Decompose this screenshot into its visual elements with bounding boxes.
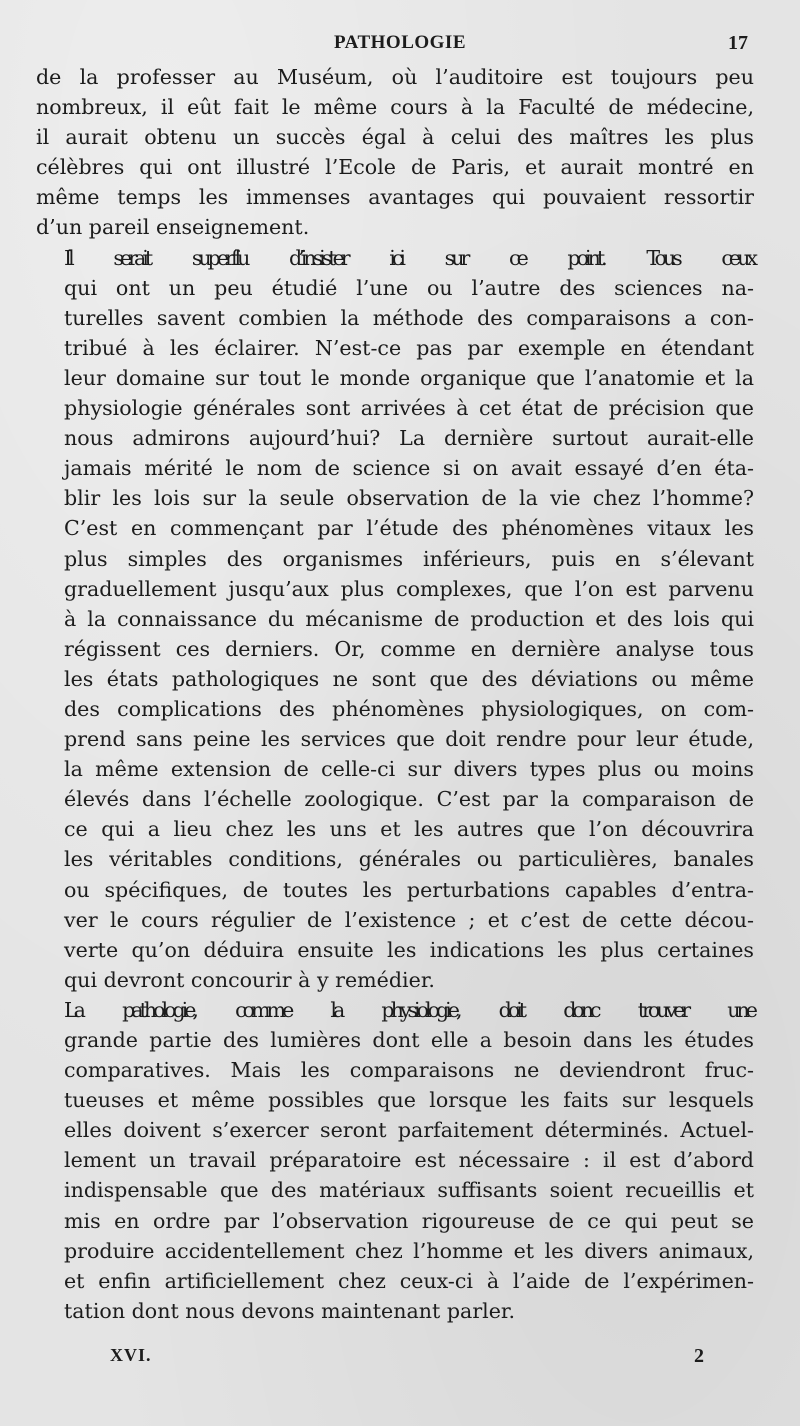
text-line: à la connaissance du mécanisme de production et des lois qui — [64, 606, 754, 631]
text-line: qui ont un peu étudié l’une ou l’autre des sciences na- — [64, 275, 754, 300]
text-line: ver le cours régulier de l’existence ; et c’est de cette décou- — [64, 907, 754, 932]
running-head — [0, 32, 800, 58]
text-line: blir les lois sur la seule observation de la vie chez l’homme? — [64, 486, 754, 511]
text-line: leur domaine sur tout le monde organique que l’anatomie et la — [64, 365, 754, 390]
text-line: grande partie des lumières dont elle a besoin dans les études — [64, 1028, 754, 1052]
running-title: PATHOLOGIE — [333, 32, 467, 53]
text-line: tation dont nous devons maintenant parler. — [64, 1298, 516, 1323]
text-line: les véritables conditions, générales ou particulières, banales — [64, 847, 754, 872]
text-line: ce qui a lieu chez les uns et les autres que l’on découvrira — [64, 817, 754, 842]
page-number: 17 — [728, 32, 748, 54]
text-line: élevés dans l’échelle zoologique. C’est par la comparaison de — [64, 787, 754, 812]
signature-mark: XVI. — [110, 1345, 152, 1365]
text-line: plus simples des organismes inférieurs, puis en s’élevant — [64, 546, 754, 571]
page-footer — [0, 1345, 800, 1375]
paragraph-2 — [36, 243, 754, 995]
text-line: célèbres qui ont illustré l’Ecole de Paris, et aurait montré en — [36, 155, 754, 180]
text-line: graduellement jusqu’aux plus complexes, que l’on est parvenu — [64, 576, 754, 601]
text-line: même temps les immenses avantages qui pouvaient ressortir — [36, 185, 754, 210]
text-line: elles doivent s’exercer seront parfaitement déterminés. Actuel- — [64, 1118, 754, 1143]
text-line: de la professer au Muséum, où l’auditoire est toujours peu — [36, 65, 754, 89]
paragraph-3 — [36, 995, 754, 1326]
text-line: régissent ces derniers. Or, comme en dernière analyse tous — [64, 636, 754, 661]
text-line: comparatives. Mais les comparaisons ne deviendront fruc- — [64, 1058, 754, 1083]
text-line: les états pathologiques ne sont que des déviations ou même — [64, 666, 754, 691]
text-line: des complications des phénomènes physiologiques, on com- — [64, 696, 754, 721]
text-line: tueuses et même possibles que lorsque les faits sur lesquels — [64, 1088, 754, 1113]
text-line: C’est en commençant par l’étude des phénomènes vitaux les — [64, 516, 754, 541]
text-line: tribué à les éclairer. N’est-ce pas par exemple en étendant — [64, 335, 754, 360]
text-line: La pathologie, comme la physiologie, doit donc trouver une — [64, 997, 754, 1022]
text-line: turelles savent combien la méthode des comparaisons a con- — [64, 305, 754, 330]
text-line: il aurait obtenu un succès égal à celui des maîtres les plus — [36, 125, 754, 150]
text-line: et enfin artificiellement chez ceux-ci à l’aide de l’expérimen- — [64, 1268, 754, 1293]
text-line: d’un pareil enseignement. — [36, 215, 310, 240]
sheet-number: 2 — [694, 1345, 704, 1367]
text-line: lement un travail préparatoire est nécessaire : il est d’abord — [64, 1148, 754, 1173]
text-line: prend sans peine les services que doit rendre pour leur étude, — [64, 727, 754, 752]
text-line: nous admirons aujourd’hui? La dernière surtout aurait-elle — [64, 426, 754, 451]
text-line: Il serait superflu d’insister ici sur ce point. Tous ceux — [64, 245, 754, 270]
text-line: produire accidentellement chez l’homme et les divers animaux, — [64, 1238, 754, 1263]
text-line: qui devront concourir à y remédier. — [64, 967, 435, 992]
text-line: ou spécifiques, de toutes les perturbations capables d’entra- — [64, 877, 754, 902]
text-line: la même extension de celle-ci sur divers types plus ou moins — [64, 757, 754, 782]
text-line: jamais mérité le nom de science si on avait essayé d’en éta- — [64, 456, 754, 481]
text-line: nombreux, il eût fait le même cours à la Faculté de médecine, — [36, 95, 754, 120]
text-line: physiologie générales sont arrivées à cet état de précision que — [64, 396, 754, 421]
text-line: indispensable que des matériaux suffisants soient recueillis et — [64, 1178, 754, 1203]
body-text — [36, 62, 754, 1326]
text-line: mis en ordre par l’observation rigoureuse de ce qui peut se — [64, 1208, 754, 1233]
text-line: verte qu’on déduira ensuite les indications les plus certaines — [64, 937, 754, 962]
paragraph-1 — [36, 62, 754, 243]
